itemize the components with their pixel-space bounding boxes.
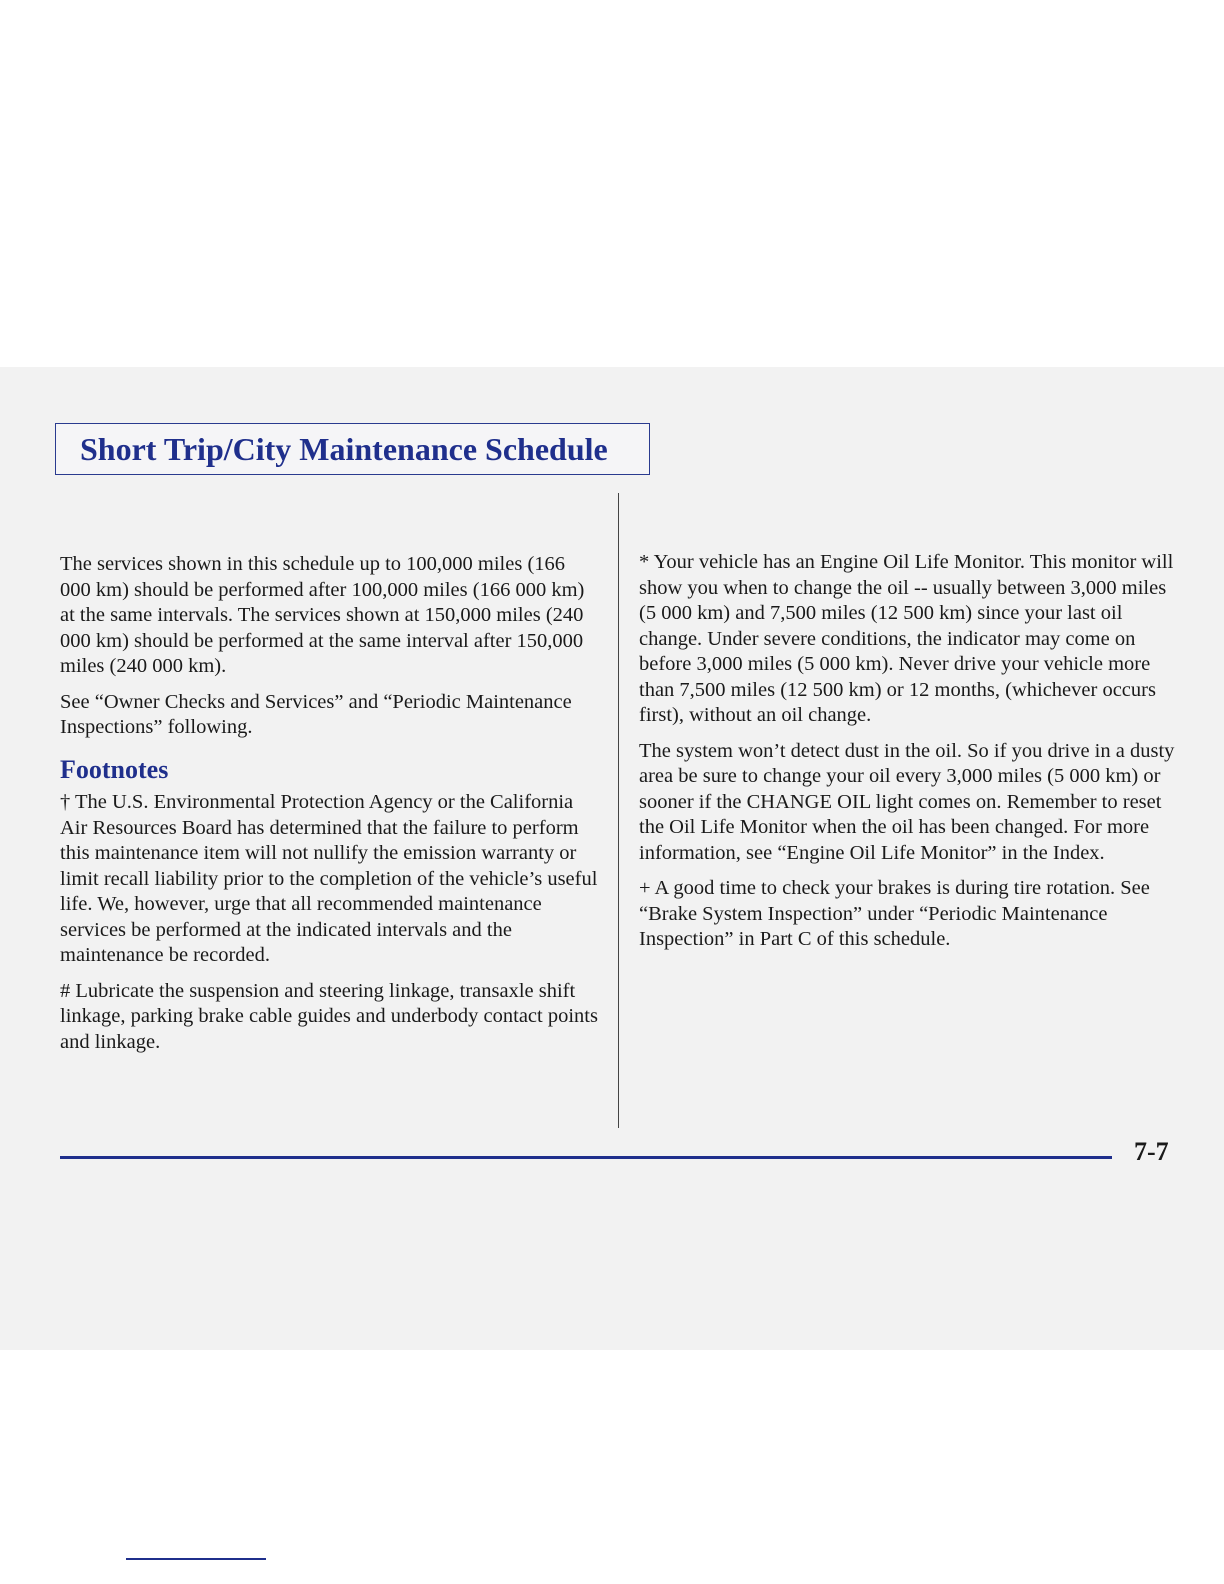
footnote-hash: # Lubricate the suspension and steering linkage, transaxle shift linkage, parking brake cable guides and underbody contact points and linkage.	[60, 979, 598, 1053]
see-also-paragraph: See “Owner Checks and Services” and “Periodic Maintenance Inspections” following.	[60, 690, 572, 738]
footer-rule	[60, 1156, 1112, 1159]
page-title: Short Trip/City Maintenance Schedule	[80, 430, 608, 467]
footnotes-heading: Footnotes	[60, 754, 169, 784]
page-number: 7-7	[1134, 1137, 1169, 1166]
dust-paragraph: The system won’t detect dust in the oil. So if you drive in a dusty area be sure to change your oil every 3,000 miles (5 000 km) or sooner if the CHANGE OIL light comes on. Remember to reset the Oil Life Monitor when the oil has been changed. For more information, see “Engine Oil Life Monitor” in the Index.	[639, 739, 1175, 864]
intro-paragraph: The services shown in this schedule up to 100,000 miles (166 000 km) should be performed after 100,000 miles (166 000 km) at the same intervals. The services shown at 150,000 miles (240 000 km) should be performed at the same interval after 150,000 miles (240 000 km).	[60, 553, 585, 677]
left-column	[60, 552, 600, 1065]
title-box	[55, 423, 650, 475]
bottom-decorative-line	[126, 1558, 266, 1560]
footnote-plus: + A good time to check your brakes is during tire rotation. See “Brake System Inspection” under “Periodic Maintenance Inspection” in Part C of this schedule.	[639, 877, 1150, 950]
column-divider	[618, 493, 619, 1128]
right-column	[639, 550, 1184, 963]
footnote-dagger: † The U.S. Environmental Protection Agency or the California Air Resources Board has determined that the failure to perform this maintenance item will not nullify the emission warranty or limit recall liability prior to the completion of the vehicle’s useful life. We, however, urge that all recommended maintenance services be performed at the indicated intervals and the maintenance be recorded.	[60, 791, 598, 966]
footnote-asterisk: * Your vehicle has an Engine Oil Life Monitor. This monitor will show you when to change the oil -- usually between 3,000 miles (5 000 km) and 7,500 miles (12 500 km) since your last oil change. Under severe conditions, the indicator may come on before 3,000 miles (5 000 km). Never drive your vehicle more than 7,500 miles (12 500 km) or 12 months, (whichever occurs first), without an oil change.	[639, 551, 1174, 726]
